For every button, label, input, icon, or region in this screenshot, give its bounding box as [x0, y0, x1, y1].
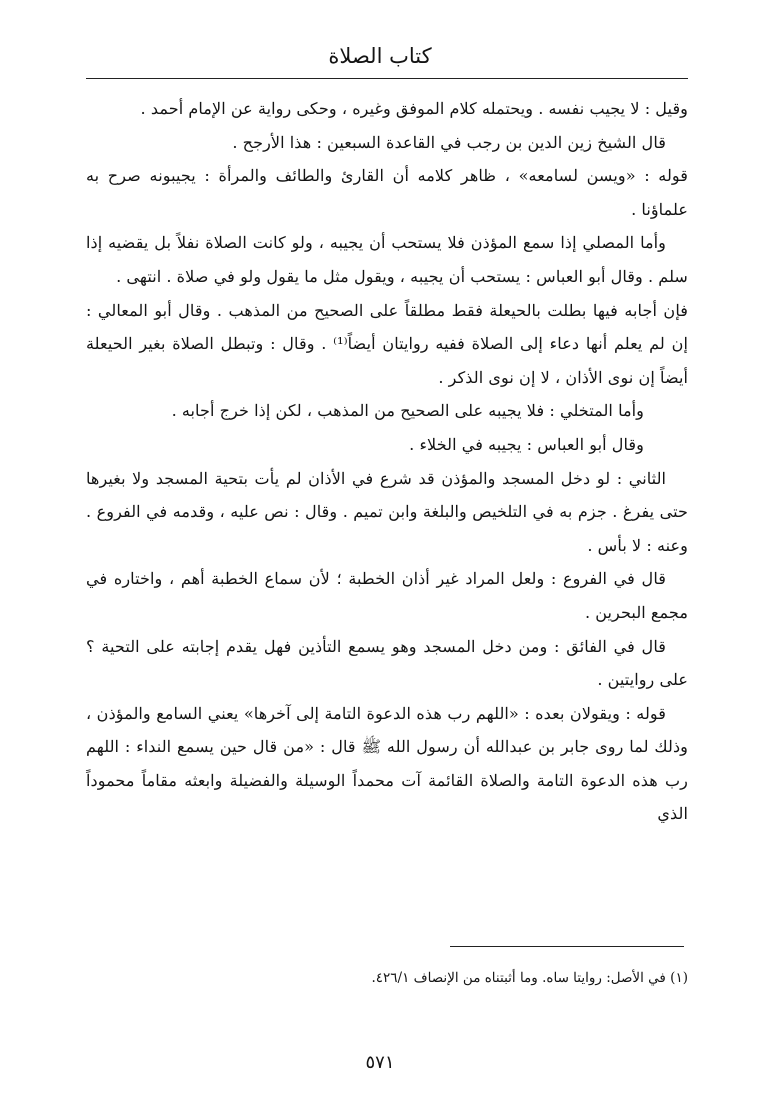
- footnote-rule: [450, 946, 684, 947]
- paragraph: وأما المصلي إذا سمع المؤذن فلا يستحب أن يجيبه ، ولو كانت الصلاة نفلاً بل يقضيه إذا سلم . وقال أبو العباس : يستحب أن يجيبه ، ويقول مثل ما يقول ولو في صلاة . انتهى .: [86, 233, 688, 286]
- paragraph: قوله : ويقولان بعده : «اللهم رب هذه الدعوة التامة إلى آخرها» يعني السامع والمؤذن ، وذلك لما روى جابر بن عبدالله أن رسول الله ﷺ قال : «من قال حين يسمع النداء : اللهم رب هذه الدعوة التامة والصلاة القائمة آت محمداً الوسيلة والفضيلة وابعثه مقاماً محموداً الذي: [86, 703, 688, 824]
- header-rule: [86, 78, 688, 79]
- footnote: (١) في الأصل: روايتا ساه. وما أثبتناه من الإنصاف ٤٢٦/١.: [371, 970, 688, 986]
- paragraph: قال في الفروع : ولعل المراد غير أذان الخطبة ؛ لأن سماع الخطبة أهم ، واختاره في مجمع البحرين .: [86, 569, 688, 622]
- paragraph: وأما المتخلي : فلا يجيبه على الصحيح من المذهب ، لكن إذا خرج أجابه .: [171, 401, 644, 421]
- main-text: [86, 92, 688, 831]
- paragraph: قال الشيخ زين الدين بن رجب في القاعدة السبعين : هذا الأرجح .: [232, 132, 666, 152]
- paragraph: فإن أجابه فيها بطلت بالحيعلة فقط مطلقاً على الصحيح من المذهب . وقال أبو المعالي : إن لم يعلم أنها دعاء إلى الصلاة ففيه روايتان أيضاً⁽¹⁾ . وقال : وتبطل الصلاة بغير الحيعلة أيضاً إن نوى الأذان ، لا إن نوى الذكر .: [86, 300, 688, 387]
- running-header-title: كتاب الصلاة: [328, 44, 432, 68]
- paragraph: قال في الفائق : ومن دخل المسجد وهو يسمع التأذين فهل يقدم إجابته على التحية ؟ على روايتين .: [86, 636, 688, 690]
- paragraph: وقال أبو العباس : يجيبه في الخلاء .: [409, 434, 644, 454]
- paragraph: الثاني : لو دخل المسجد والمؤذن قد شرع في الأذان لم يأت بتحية المسجد ولا بغيرها حتى يفرغ . جزم به في التلخيص والبلغة وابن تميم . وقال : نص عليه ، وقدمه في الفروع . وعنه : لا بأس .: [86, 468, 688, 555]
- paragraph: وقيل : لا يجيب نفسه . ويحتمله كلام الموفق وغيره ، وحكى رواية عن الإمام أحمد .: [140, 99, 688, 118]
- paragraph: قوله : «ويسن لسامعه» ، ظاهر كلامه أن القارئ والطائف والمرأة : يجيبونه صرح به علماؤنا .: [86, 166, 688, 219]
- page-number: ٥٧١: [365, 1052, 395, 1073]
